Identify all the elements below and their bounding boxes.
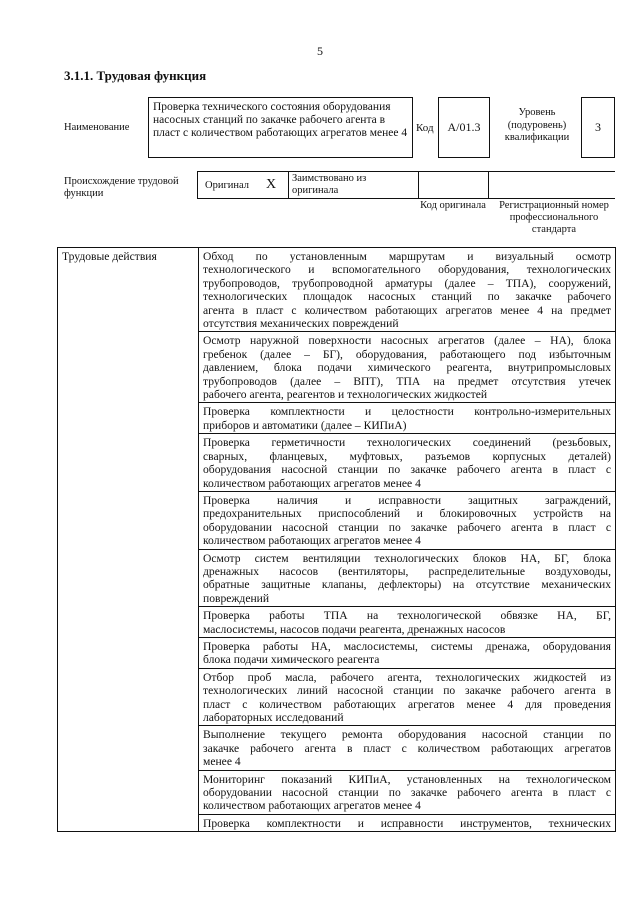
qualification-level-label: Уровень (подуровень) квалификации [504, 107, 570, 143]
borrowed-cell: Заимствовано из оригинала [289, 172, 419, 198]
labor-action-text [199, 491, 616, 549]
original-mark: X [266, 177, 277, 192]
name-label: Наименование [64, 122, 130, 133]
labor-action-line: обратные защитные клапаны, дефлекторы) на отсутствие механических [203, 578, 611, 592]
labor-action-text [199, 549, 616, 607]
origin-row [197, 171, 615, 199]
labor-action-line: Проверка работы ТПА на технологической обвязке НА, БГ, [203, 609, 611, 623]
labor-action-line: количеством работающих агрегатов менее 4 [203, 799, 421, 813]
labor-action-line: гребенок (далее – БГ), оборудования, работающего под избыточным [203, 347, 611, 361]
labor-action-line: технологических площадок насосных станций по закачке рабочего [203, 290, 611, 304]
code-box: A/01.3 [438, 97, 490, 158]
labor-action-line: закачке рабочего агента в пласт с количеством работающих агрегатов [203, 741, 611, 755]
labor-action-text [199, 637, 616, 668]
labor-action-text [199, 770, 616, 814]
labor-action-line: Осмотр наружной поверхности насосных агрегатов (далее – НА), блока [203, 334, 611, 348]
origin-label: Происхождение трудовой функции [64, 176, 179, 199]
page-number: 5 [317, 44, 323, 58]
labor-action-line: сварных, фланцевых, муфтовых, разъемов корпусных деталей) [203, 449, 611, 463]
labor-action-line: Отбор проб масла, рабочего агента, технологических жидкостей из [203, 670, 611, 684]
labor-action-line: Выполнение текущего ремонта оборудования насосной станции по [203, 728, 611, 742]
labor-actions-label: Трудовые действия [58, 248, 199, 832]
labor-action-line: трубопроводов, трубопроводной арматуры (далее – ТПА), сооружений, [203, 276, 611, 290]
reg-number-cell [489, 172, 616, 198]
labor-action-line: агента в пласт с количеством работающих агрегатов менее 4 на предмет [203, 303, 611, 317]
labor-action-line: Проверка наличия и исправности защитных заграждений, [203, 493, 611, 507]
section-title: 3.1.1. Трудовая функция [64, 68, 207, 83]
labor-action-text [199, 668, 616, 726]
labor-action-line: Проверка комплектности и целостности контрольно-измерительных [203, 405, 611, 419]
labor-action-line: Проверка работы НА, маслосистемы, системы дренажа, оборудования [203, 639, 611, 653]
labor-action-line: рабочего агента, реагентов и технологических жидкостей [203, 388, 488, 402]
labor-action-line: технологического и вспомогательного оборудования, технологических [203, 263, 611, 277]
original-label: Оригинал [205, 180, 249, 191]
labor-action-line: менее 4 [203, 755, 241, 769]
qualification-level-box: 3 [581, 97, 615, 158]
labor-action-text [199, 814, 616, 831]
labor-action-text [199, 726, 616, 770]
labor-action-line: маслосистемы, насосов подачи реагента, дренажных насосов [203, 622, 506, 636]
labor-action-line: количеством работающих агрегатов менее 4 [203, 476, 421, 490]
original-cell [198, 172, 289, 198]
labor-action-text [199, 434, 616, 492]
labor-action-row [58, 248, 616, 332]
labor-action-text [199, 607, 616, 638]
labor-action-line: Обход по установленным маршрутам и визуальный осмотр [203, 250, 611, 263]
labor-action-line: оборудовании насосной станции по закачке рабочего агента в пласт с [203, 520, 611, 534]
code-label: Код [416, 122, 434, 134]
labor-action-line: повреждений [203, 591, 270, 605]
labor-actions-table [57, 247, 616, 832]
labor-action-text [199, 248, 616, 332]
labor-action-line: давлением, блока подачи химического реагента, внутрипромысловых [203, 361, 611, 375]
labor-actions-body [58, 248, 616, 832]
code-original-label: Код оригинала [420, 200, 486, 211]
reg-number-label: Регистрационный номер профессионального стандарта [499, 200, 609, 235]
labor-action-line: количеством работающих агрегатов менее 4 [203, 534, 421, 548]
labor-action-line: оборудовании насосной станции по закачке рабочего агента в пласт с [203, 786, 611, 800]
labor-action-line: предохранительных приспособлений и блокировочных устройств на [203, 507, 611, 521]
labor-action-line: Мониторинг показаний КИПиА, установленных на технологическом [203, 772, 611, 786]
labor-action-line: лабораторных исследований [203, 711, 344, 724]
labor-action-line: трубопроводов (далее – ВПТ), ТПА на предмет отсутствия утечек [203, 374, 611, 388]
labor-action-line: оборудования насосной станции по закачке рабочего агента в пласт с [203, 463, 611, 477]
labor-action-line: блока подачи химического реагента [203, 653, 380, 667]
labor-action-line: Проверка комплектности и исправности инструментов, технических [203, 816, 611, 830]
labor-action-line: дренажных насосов (вентиляторы, распределительные воздуховоды, [203, 564, 611, 578]
labor-action-line: Осмотр систем вентиляции технологических блоков НА, БГ, блока [203, 551, 611, 565]
labor-action-line: пласт с количеством работающих агрегатов менее 4 для проведения [203, 697, 611, 711]
labor-action-text [199, 403, 616, 434]
labor-action-line: Проверка герметичности технологических соединений (резьбовых, [203, 436, 611, 450]
function-name-box: Проверка технического состояния оборудования насосных станций по закачке рабочего агента в пласт с количеством работающих агрегатов менее 4 [148, 97, 413, 158]
labor-action-line: приборов и автоматики (далее – КИПиА) [203, 418, 407, 432]
labor-action-text [199, 332, 616, 403]
labor-action-line: технологических линий насосной станции по закачке рабочего агента в [203, 684, 611, 698]
original-code-cell [419, 172, 489, 198]
labor-action-line: отсутствия механических повреждений [203, 317, 399, 331]
